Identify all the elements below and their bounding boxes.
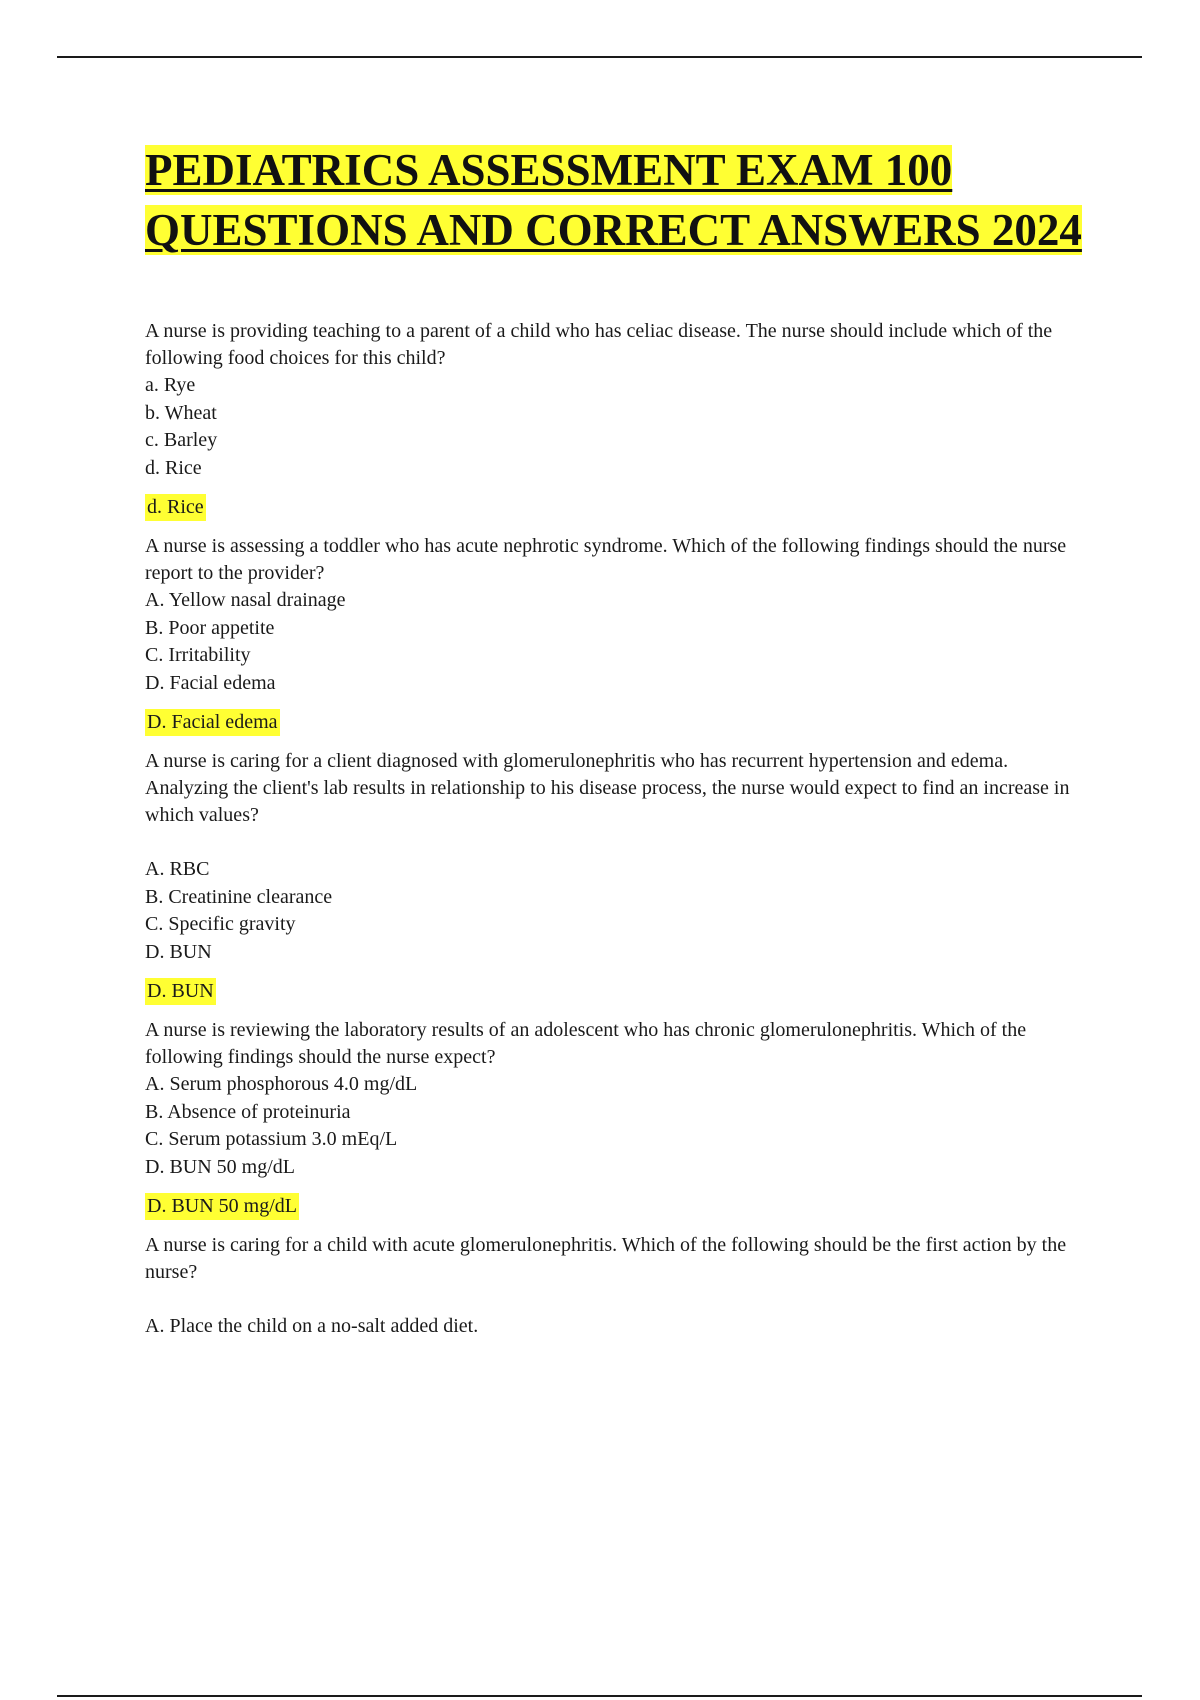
question-block bbox=[145, 1017, 1095, 1220]
question-text: A nurse is assessing a toddler who has acute nephrotic syndrome. Which of the following findings should the nurse report to the provider? bbox=[145, 535, 1067, 584]
option: D. BUN 50 mg/dL bbox=[145, 1155, 295, 1178]
option: a. Rye bbox=[145, 374, 196, 396]
options-list bbox=[145, 1313, 1095, 1341]
option: A. Serum phosphorous 4.0 mg/dL bbox=[145, 1073, 418, 1095]
question-block bbox=[145, 533, 1095, 736]
options-list bbox=[145, 372, 1095, 482]
option: B. Absence of proteinuria bbox=[145, 1100, 351, 1123]
options-list bbox=[145, 856, 1095, 966]
option: c. Barley bbox=[145, 429, 218, 451]
option: B. Poor appetite bbox=[145, 616, 275, 639]
question-text: A nurse is reviewing the laboratory results of an adolescent who has chronic glomerulonephritis. Which of the following findings should the nurse expect? bbox=[145, 1019, 1027, 1068]
question-block bbox=[145, 1232, 1095, 1341]
option: A. Place the child on a no-salt added diet. bbox=[145, 1315, 479, 1337]
question-text: A nurse is caring for a client diagnosed with glomerulonephritis who has recurrent hypertension and edema. Analyzing the client's lab results in relationship to his disease process, the nurse would expect to find an increase in which values? bbox=[145, 750, 1070, 826]
option: A. Yellow nasal drainage bbox=[145, 589, 346, 611]
option: B. Creatinine clearance bbox=[145, 885, 333, 908]
option: C. Irritability bbox=[145, 644, 251, 666]
question-text: A nurse is caring for a child with acute glomerulonephritis. Which of the following should be the first action by the nurse? bbox=[145, 1234, 1067, 1283]
page-title: PEDIATRICS ASSESSMENT EXAM 100 QUESTIONS AND CORRECT ANSWERS 2024 bbox=[145, 145, 1082, 255]
options-list bbox=[145, 587, 1095, 697]
option: d. Rice bbox=[145, 456, 202, 479]
option: b. Wheat bbox=[145, 401, 217, 424]
bottom-rule bbox=[57, 1695, 1142, 1697]
question-block bbox=[145, 318, 1095, 521]
options-list bbox=[145, 1071, 1095, 1181]
top-rule bbox=[57, 56, 1142, 58]
document-body bbox=[145, 140, 1095, 1353]
option: C. Serum potassium 3.0 mEq/L bbox=[145, 1128, 398, 1150]
option: D. BUN bbox=[145, 940, 212, 963]
option: D. Facial edema bbox=[145, 671, 276, 694]
answer-highlight: D. BUN bbox=[145, 978, 216, 1005]
answer-highlight: D. BUN 50 mg/dL bbox=[145, 1193, 299, 1220]
answer-highlight: d. Rice bbox=[145, 494, 206, 521]
question-block bbox=[145, 748, 1095, 1005]
option: C. Specific gravity bbox=[145, 913, 296, 935]
question-text: A nurse is providing teaching to a parent of a child who has celiac disease. The nurse should include which of the following food choices for this child? bbox=[145, 320, 1053, 369]
option: A. RBC bbox=[145, 858, 210, 880]
answer-highlight: D. Facial edema bbox=[145, 709, 280, 736]
